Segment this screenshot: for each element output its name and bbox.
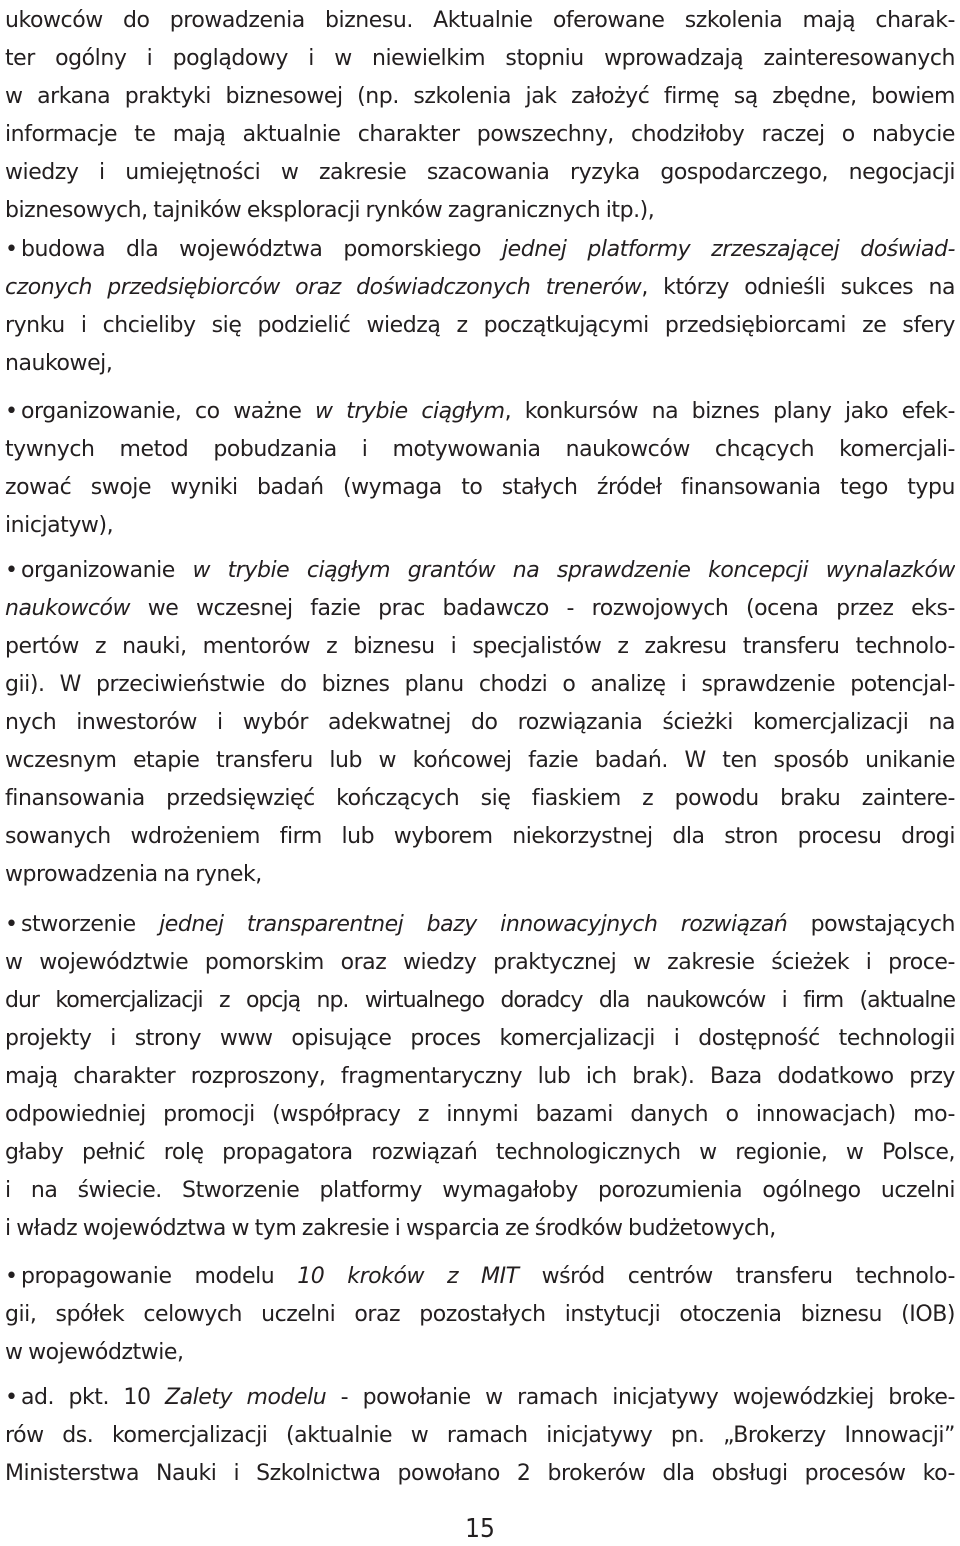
text-line: inicjatyw), xyxy=(5,513,114,538)
text-line: biznesowych, tajników eksploracji rynków zagranicznych itp.), xyxy=(5,198,655,223)
text-line: nych inwestorów i wybór adekwatnej do rozwiązania ścieżki komercjalizacji na xyxy=(5,710,955,735)
text-line: czonych przedsiębiorców oraz doświadczonych trenerów, którzy odnieśli sukces na xyxy=(5,275,955,300)
text-line: w województwie pomorskim oraz wiedzy praktycznej w zakresie ścieżek i proce- xyxy=(5,950,955,975)
list-item-first-line: • budowa dla województwa pomorskiego jednej platformy zrzeszającej doświad- xyxy=(5,231,955,269)
text-line: i na świecie. Stworzenie platformy wymagałoby porozumienia ogólnego uczelni xyxy=(5,1178,955,1203)
bullet-icon: • xyxy=(5,1264,18,1289)
text-line: projekty i strony www opisujące proces komercjalizacji i dostępność technologii xyxy=(5,1026,955,1051)
text-line: sowanych wdrożeniem firm lub wyborem niekorzystnej dla stron procesu drogi xyxy=(5,824,955,849)
list-item-first-line: • propagowanie modelu 10 kroków z MIT wśród centrów transferu technolo- xyxy=(5,1258,955,1296)
text-line: odpowiedniej promocji (współpracy z innymi bazami danych o innowacjach) mo- xyxy=(5,1102,955,1127)
text-line: pertów z nauki, mentorów z biznesu i specjalistów z zakresu transferu technolo- xyxy=(5,634,955,659)
text-line: finansowania przedsięwzięć kończących się fiaskiem z powodu braku zaintere- xyxy=(5,786,955,811)
page-number: 15 xyxy=(465,1514,495,1544)
text-line: głaby pełnić rolę propagatora rozwiązań technologicznych w regionie, w Polsce, xyxy=(5,1140,955,1165)
bullet-icon: • xyxy=(5,1385,18,1410)
text-line: tywnych metod pobudzania i motywowania naukowców chcących komercjali- xyxy=(5,437,955,462)
text-line: mają charakter rozproszony, fragmentaryczny lub ich brak). Baza dodatkowo przy xyxy=(5,1064,955,1089)
bullet-icon: • xyxy=(5,237,18,262)
text-line: Ministerstwa Nauki i Szkolnictwa powołano 2 brokerów dla obsługi procesów ko- xyxy=(5,1461,955,1486)
text-line: naukowej, xyxy=(5,351,113,376)
text-line: rynku i chcieliby się podzielić wiedzą z początkującymi przedsiębiorcami ze sfery xyxy=(5,313,955,338)
text-line: ter ogólny i poglądowy i w niewielkim stopniu wprowadzają zainteresowanych xyxy=(5,46,955,71)
list-item-first-line: • ad. pkt. 10 Zalety modelu - powołanie w ramach inicjatywy wojewódzkiej broke- xyxy=(5,1379,955,1417)
text-line: zować swoje wyniki badań (wymaga to stałych źródeł finansowania tego typu xyxy=(5,475,955,500)
list-item-first-line: • organizowanie, co ważne w trybie ciągłym, konkursów na biznes plany jako efek- xyxy=(5,393,955,431)
text-line: naukowców we wczesnej fazie prac badawczo - rozwojowych (ocena przez eks- xyxy=(5,596,955,621)
text-line: dur komercjalizacji z opcją np. wirtualnego doradcy dla naukowców i firm (aktualne xyxy=(5,988,955,1013)
text-line: informacje te mają aktualnie charakter powszechny, chodziłoby raczej o nabycie xyxy=(5,122,955,147)
text-line: w arkana praktyki biznesowej (np. szkolenia jak założyć firmę są zbędne, bowiem xyxy=(5,84,955,109)
text-line: w województwie, xyxy=(5,1340,184,1365)
text-line: wprowadzenia na rynek, xyxy=(5,862,262,887)
text-line: gii). W przeciwieństwie do biznes planu chodzi o analizę i sprawdzenie potencjal- xyxy=(5,672,955,697)
text-line: i władz województwa w tym zakresie i wsparcia ze środków budżetowych, xyxy=(5,1216,776,1241)
list-item-first-line: • stworzenie jednej transparentnej bazy innowacyjnych rozwiązań powstających xyxy=(5,906,955,944)
text-line: rów ds. komercjalizacji (aktualnie w ramach inicjatywy pn. „Brokerzy Innowacji” xyxy=(5,1423,955,1448)
text-line: gii, spółek celowych uczelni oraz pozostałych instytucji otoczenia biznesu (IOB) xyxy=(5,1302,955,1327)
text-line: ukowców do prowadzenia biznesu. Aktualnie oferowane szkolenia mają charak- xyxy=(5,8,955,33)
bullet-icon: • xyxy=(5,399,18,424)
bullet-icon: • xyxy=(5,558,18,583)
text-line: wiedzy i umiejętności w zakresie szacowania ryzyka gospodarczego, negocjacji xyxy=(5,160,955,185)
bullet-icon: • xyxy=(5,912,18,937)
text-line: wczesnym etapie transferu lub w końcowej fazie badań. W ten sposób unikanie xyxy=(5,748,955,773)
list-item-first-line: • organizowanie w trybie ciągłym grantów na sprawdzenie koncepcji wynalazków xyxy=(5,552,955,590)
